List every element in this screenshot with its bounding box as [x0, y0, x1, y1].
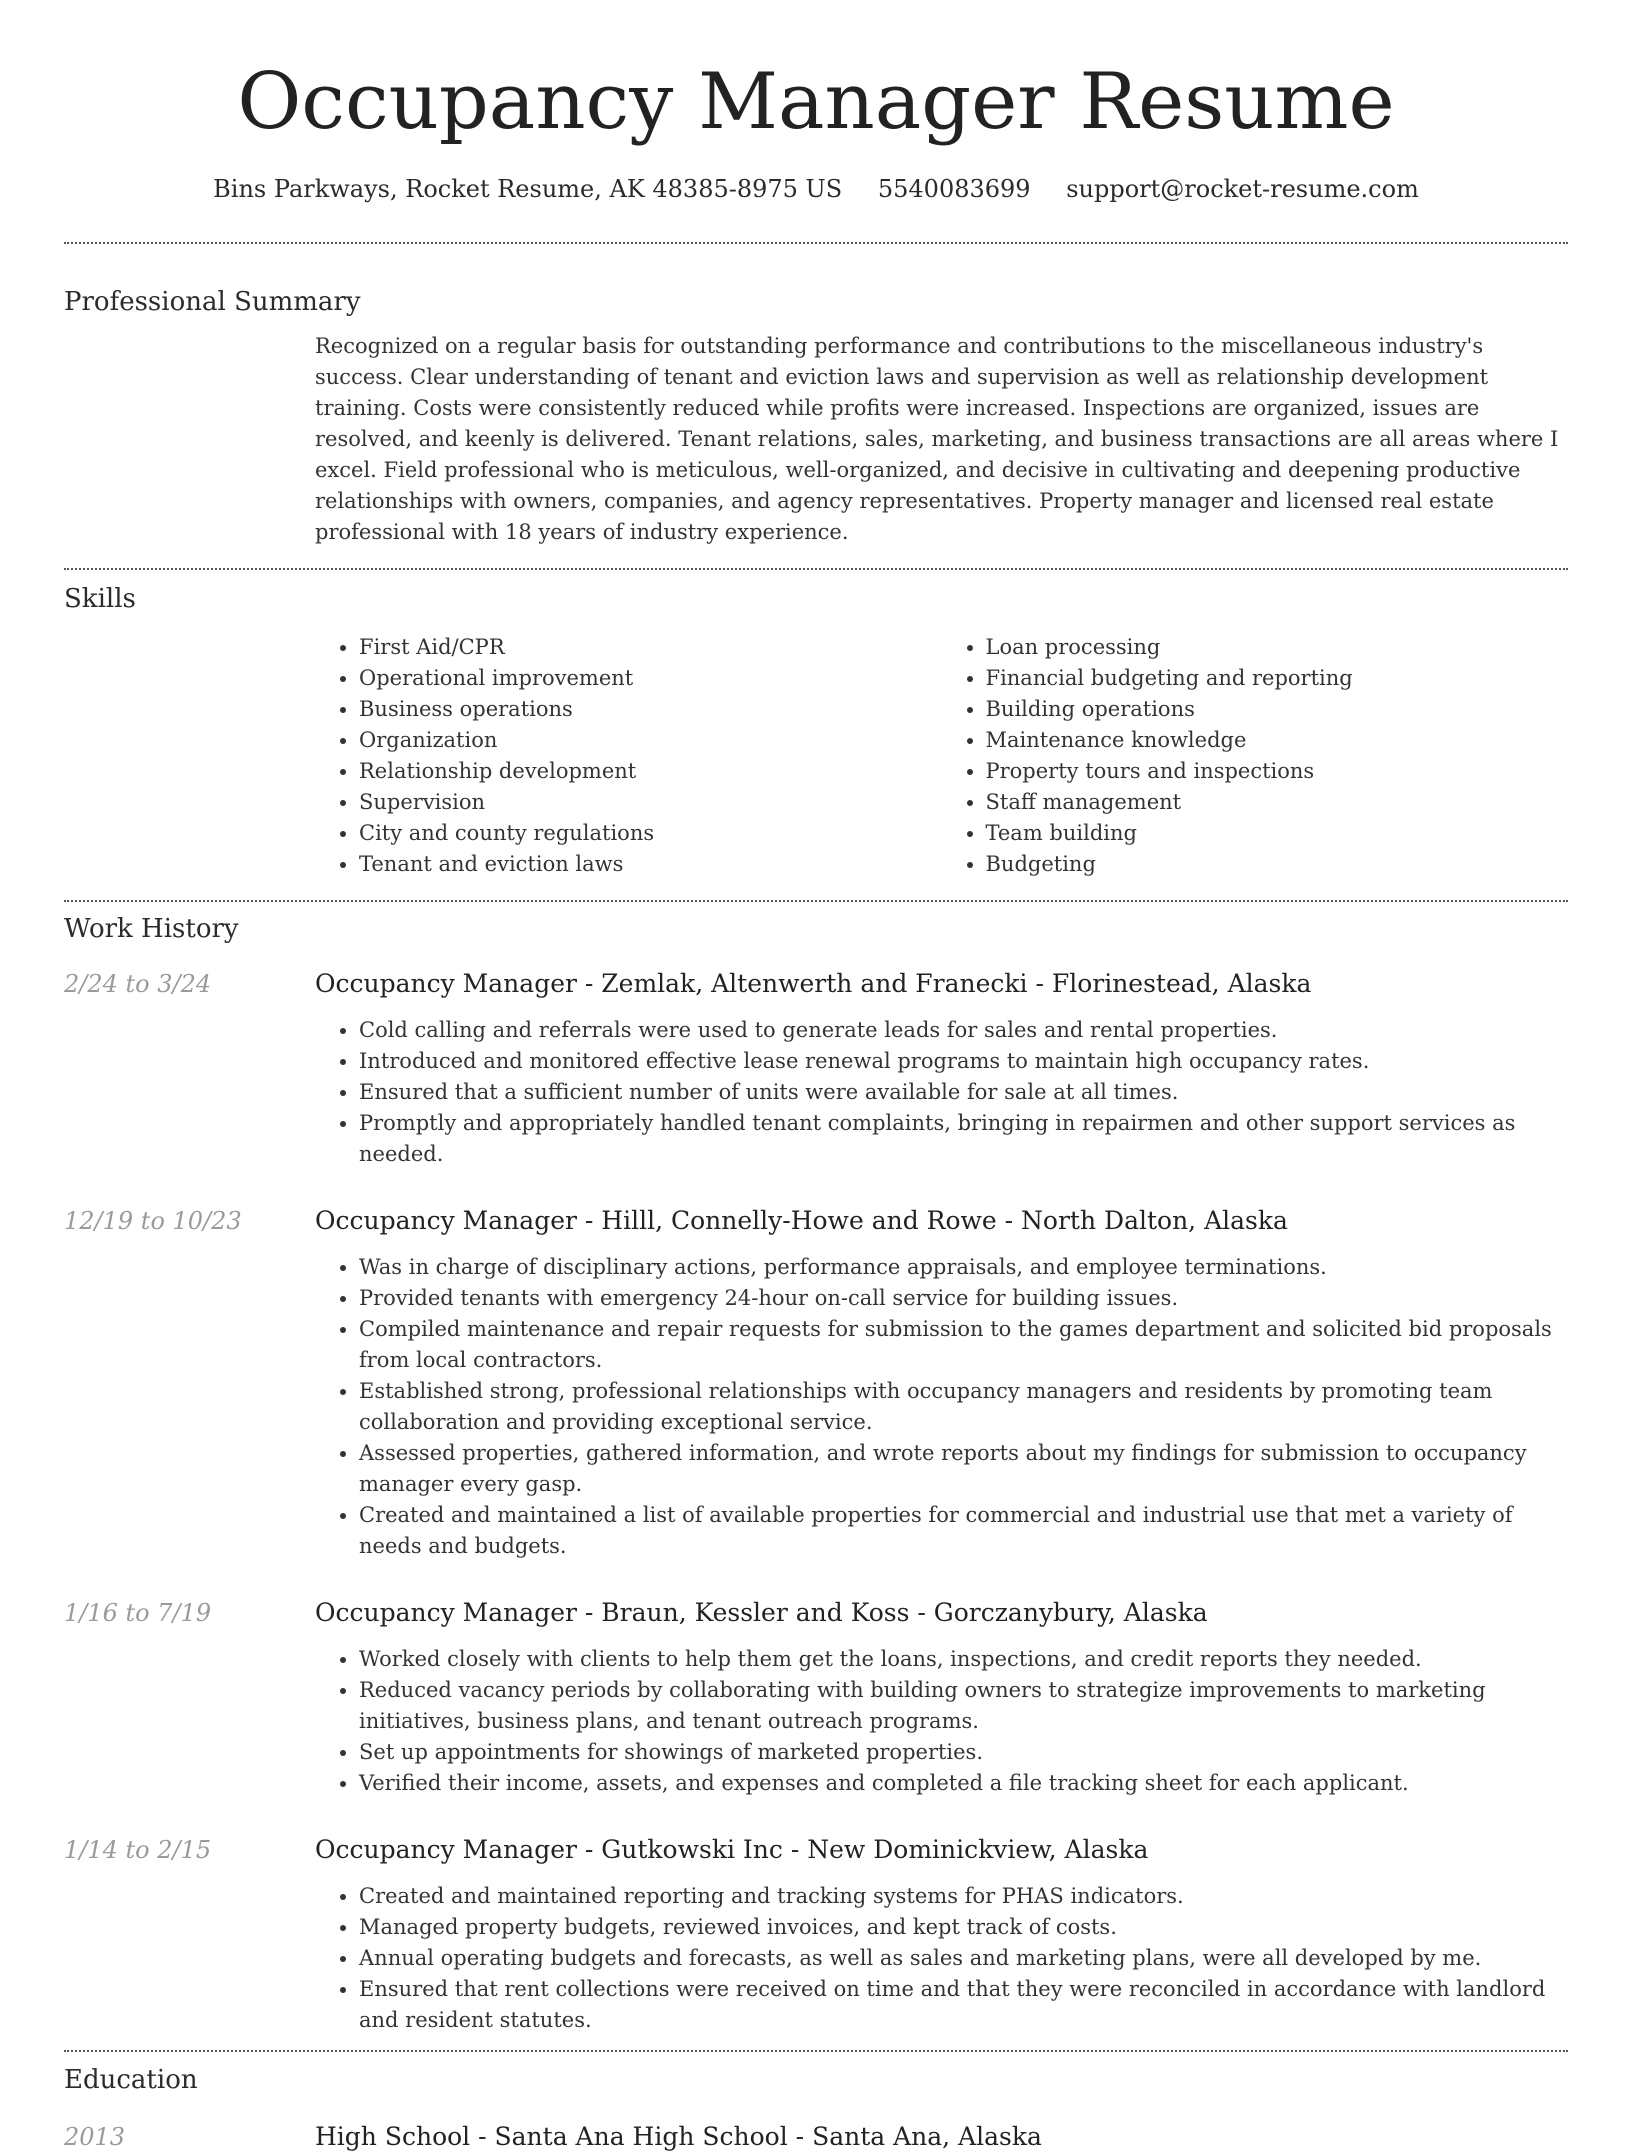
job-bullets	[315, 1015, 1568, 1170]
job-bullets	[315, 1252, 1568, 1562]
job-heading: Occupancy Manager - Braun, Kessler and Koss - Gorczanybury, Alaska	[315, 1598, 1208, 1627]
job-bullet: • Created and maintained reporting and tracking systems for PHAS indicators.	[359, 1881, 1568, 1912]
job-bullet: • Promptly and appropriately handled tenant complaints, bringing in repairmen and other support services as needed.	[359, 1108, 1568, 1170]
job-details	[315, 1881, 1568, 2036]
job-entry	[64, 969, 1568, 1170]
section-title-summary: Professional Summary	[64, 287, 361, 317]
section-title-work-history: Work History	[64, 914, 239, 944]
job-header	[64, 1835, 1568, 1865]
job-heading: Occupancy Manager - Zemlak, Altenwerth and Franecki - Florinestead, Alaska	[315, 969, 1312, 998]
job-bullet: • Created and maintained a list of available properties for commercial and industrial use that met a variety of needs and budgets.	[359, 1500, 1568, 1562]
job-details	[315, 1644, 1568, 1799]
job-bullet: • Compiled maintenance and repair requests for submission to the games department and solicited bid proposals from local contractors.	[359, 1314, 1568, 1376]
skill-item: • Organization	[359, 725, 942, 756]
job-dates: 1/16 to 7/19	[64, 1599, 212, 1627]
job-heading: Occupancy Manager - Hilll, Connelly-Howe and Rowe - North Dalton, Alaska	[315, 1206, 1288, 1235]
job-bullet: • Annual operating budgets and forecasts, as well as sales and marketing plans, were all developed by me.	[359, 1943, 1568, 1974]
skill-item: • Loan processing	[986, 632, 1569, 663]
skill-item: • Building operations	[986, 694, 1569, 725]
skill-item: • Property tours and inspections	[986, 756, 1569, 787]
divider	[64, 2050, 1568, 2052]
contact-email: support@rocket-resume.com	[1066, 175, 1419, 203]
job-bullet: • Worked closely with clients to help them get the loans, inspections, and credit reports they needed.	[359, 1644, 1568, 1675]
job-bullet: • Provided tenants with emergency 24-hour on-call service for building issues.	[359, 1283, 1568, 1314]
job-entry	[64, 1206, 1568, 1562]
job-bullet: • Assessed properties, gathered information, and wrote reports about my findings for submission to occupancy manager every gasp.	[359, 1438, 1568, 1500]
skill-item: • Team building	[986, 818, 1569, 849]
skill-item: • City and county regulations	[359, 818, 942, 849]
resume-page	[64, 0, 1568, 2152]
skill-item: • Staff management	[986, 787, 1569, 818]
job-details	[315, 1252, 1568, 1562]
job-dates: 1/14 to 2/15	[64, 1836, 212, 1864]
skill-item: • Budgeting	[986, 849, 1569, 880]
skill-item: • Business operations	[359, 694, 942, 725]
job-bullet: • Verified their income, assets, and expenses and completed a file tracking sheet for each applicant.	[359, 1768, 1568, 1799]
skill-item: • Maintenance knowledge	[986, 725, 1569, 756]
job-bullet: • Managed property budgets, reviewed invoices, and kept track of costs.	[359, 1912, 1568, 1943]
skill-item: • Supervision	[359, 787, 942, 818]
contact-phone: 5540083699	[877, 175, 1031, 203]
contact-line	[64, 174, 1568, 204]
job-bullets	[315, 1881, 1568, 2036]
job-bullet: • Set up appointments for showings of marketed properties.	[359, 1737, 1568, 1768]
job-bullet: • Cold calling and referrals were used to generate leads for sales and rental properties.	[359, 1015, 1568, 1046]
skills-column-right	[942, 632, 1569, 880]
job-dates: 2/24 to 3/24	[64, 970, 212, 998]
summary-content	[315, 331, 1568, 548]
job-bullet: • Ensured that a sufficient number of units were available for sale at all times.	[359, 1077, 1568, 1108]
education-heading: High School - Santa Ana High School - Santa Ana, Alaska	[315, 2122, 1042, 2151]
skill-item: • First Aid/CPR	[359, 632, 942, 663]
job-details	[315, 1015, 1568, 1170]
job-bullets	[315, 1644, 1568, 1799]
education-entry	[64, 2122, 1568, 2152]
contact-address: Bins Parkways, Rocket Resume, AK 48385-8975 US	[213, 175, 843, 203]
job-bullet: • Established strong, professional relationships with occupancy managers and residents by promoting team collaboration and providing exceptional service.	[359, 1376, 1568, 1438]
skill-item: • Relationship development	[359, 756, 942, 787]
summary-text: Recognized on a regular basis for outstanding performance and contributions to the miscellaneous industry's success. Clear understanding of tenant and eviction laws and supervision as well as relationship development training. Costs were consistently reduced while profits were increased. Inspections are organized, issues are resolved, and keenly is delivered. Tenant relations, sales, marketing, and business transactions are all areas where I excel. Field professional who is meticulous, well-organized, and decisive in cultivating and deepening productive relationships with owners, companies, and agency representatives. Property manager and licensed real estate professional with 18 years of industry experience.	[315, 334, 1559, 544]
skills-list	[315, 632, 1568, 880]
page-title: Occupancy Manager Resume	[237, 57, 1395, 147]
job-entry	[64, 1835, 1568, 2036]
skill-item: • Operational improvement	[359, 663, 942, 694]
divider	[64, 900, 1568, 902]
job-bullet: • Introduced and monitored effective lease renewal programs to maintain high occupancy rates.	[359, 1046, 1568, 1077]
section-title-skills: Skills	[64, 584, 136, 614]
job-dates: 12/19 to 10/23	[64, 1207, 242, 1235]
education-dates: 2013	[64, 2123, 126, 2151]
job-entry	[64, 1598, 1568, 1799]
job-bullet: • Was in charge of disciplinary actions, performance appraisals, and employee terminations.	[359, 1252, 1568, 1283]
skill-item: • Financial budgeting and reporting	[986, 663, 1569, 694]
job-header	[64, 1598, 1568, 1628]
job-header	[64, 969, 1568, 999]
job-header	[64, 1206, 1568, 1236]
job-bullet: • Reduced vacancy periods by collaborating with building owners to strategize improvements to marketing initiatives, business plans, and tenant outreach programs.	[359, 1675, 1568, 1737]
skill-item: • Tenant and eviction laws	[359, 849, 942, 880]
divider	[64, 568, 1568, 570]
skills-column-left	[315, 632, 942, 880]
education-header	[64, 2122, 1568, 2152]
job-heading: Occupancy Manager - Gutkowski Inc - New Dominickview, Alaska	[315, 1835, 1149, 1864]
section-title-education: Education	[64, 2065, 198, 2095]
divider	[64, 242, 1568, 244]
job-bullet: • Ensured that rent collections were received on time and that they were reconciled in accordance with landlord and resident statutes.	[359, 1974, 1568, 2036]
